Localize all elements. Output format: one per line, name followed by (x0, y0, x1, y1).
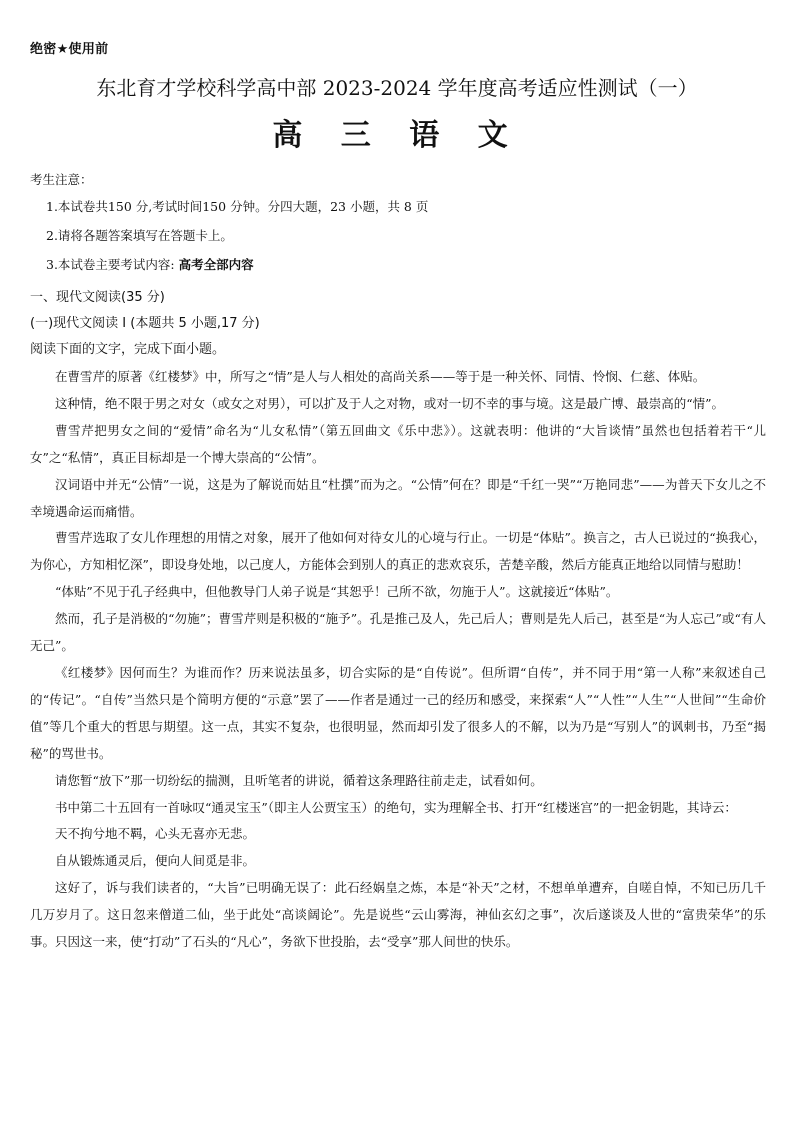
poem-line: 自从锻炼通灵后，便向人间觅是非。 (55, 853, 256, 869)
notice-list (46, 196, 428, 283)
poem-line: 天不拘兮地不羁，心头无喜亦无悲。 (55, 826, 256, 842)
subsection-heading: (一)现代文阅读 I (本题共 5 小题,17 分) (30, 316, 260, 331)
passage-paragraph: 书中第二十五回有一首咏叹“通灵宝玉”（即主人公贾宝玉）的绝句，实为理解全书、打开“红楼迷宫”的一把金钥匙，其诗云： (55, 799, 737, 815)
reading-passage (30, 364, 766, 956)
section-heading: 一、现代文阅读(35 分) (30, 290, 165, 305)
passage-paragraph: 曹雪芹把男女之间的“爱情”命名为“儿女私情”（第五回曲文《乐中悲》）。这就表明：他讲的“大旨谈情”虽然也包括着若干“儿女”之“私情”，真正目标却是一个博大崇高的“公情”。 (30, 422, 766, 465)
passage-paragraph: 汉词语中并无“公情”一说，这是为了解说而姑且“杜撰”而为之。“公情”何在？即是“千红一哭”“万艳同悲”——为普天下女儿之不幸境遇命运而痛惜。 (30, 476, 766, 519)
exam-title: 东北育才学校科学高中部 2023-2024 学年度高考适应性测试（一） (96, 76, 698, 100)
notice-label: 考生注意： (30, 172, 93, 187)
passage-paragraph: 请您暂“放下”那一切纷纭的揣测，且听笔者的讲说，循着这条理路往前走走，试看如何。 (55, 772, 543, 788)
notice-item (46, 254, 428, 283)
passage-paragraph: 在曹雪芹的原著《红楼梦》中，所写之“情”是人与人相处的高尚关系——等于是一种关怀、同情、怜悯、仁慈、体贴。 (55, 369, 706, 384)
notice-item: 1.本试卷共150 分,考试时间150 分钟。分四大题，23 小题，共 8 页 (46, 199, 429, 214)
notice-item-emphasis: 高考全部内容 (178, 257, 254, 272)
reading-instruction: 阅读下面的文字，完成下面小题。 (30, 342, 226, 357)
notice-item: 2.请将各题答案填写在答题卡上。 (46, 228, 233, 243)
confidential-mark: 绝密★使用前 (30, 42, 109, 57)
passage-paragraph: 《红楼梦》因何而生？为谁而作？历来说法虽多，切合实际的是“自传说”。但所谓“自传”，并不同于用“第一人称”来叙述自己的“传记”。“自传”当然只是个简明方便的“示意”罢了——作者是通过一己的经历和感受，来探索“人”“人性”“人生”“人世间”“生命价值”等几个重大的哲思与期望。这一点，其实不复杂，也很明显，然而却引发了很多人的不解，以为乃是“写别人”的讽刺书，乃至“揭秘”的骂世书。 (30, 664, 766, 761)
passage-paragraph: 这好了，诉与我们读者的，“大旨”已明确无误了：此石经娲皇之炼，本是“补天”之材，不想单单遭弃，自嗟自悼，不知已历几千几万岁月了。这日忽来僧道二仙，坐于此处“高谈阔论”。先是说些“云山雾海，神仙玄幻之事”，次后遂谈及人世的“富贵荣华”的乐事。只因这一来，使“打动”了石头的“凡心”，务欲下世投胎，去“受享”那人间世的快乐。 (30, 880, 766, 950)
passage-paragraph: 曹雪芹选取了女儿作理想的用情之对象，展开了他如何对待女儿的心境与行止。一切是“体贴”。换言之，古人已说过的“换我心，为你心，方知相忆深”，即设身处地，以己度人，方能体会到别人的真正的悲欢哀乐，苦楚辛酸，然后方能真正地给以同情与慰助！ (30, 530, 766, 573)
passage-paragraph: 然而，孔子是消极的“勿施”；曹雪芹则是积极的“施予”。孔是推己及人，先己后人；曹则是先人后己，甚至是“为人忘己”或“有人无己”。 (30, 611, 766, 654)
subject-title: 高 三 语 文 (272, 118, 522, 153)
passage-paragraph: 这种情，绝不限于男之对女（或女之对男），可以扩及于人之对物，或对一切不幸的事与境。这是最广博、最崇高的“情”。 (55, 395, 725, 411)
passage-paragraph: “体贴”不见于孔子经典中，但他教导门人弟子说是“其恕乎！己所不欲，勿施于人”。这就接近“体贴”。 (55, 584, 619, 600)
notice-item-text: 3.本试卷主要考试内容: (46, 257, 179, 272)
